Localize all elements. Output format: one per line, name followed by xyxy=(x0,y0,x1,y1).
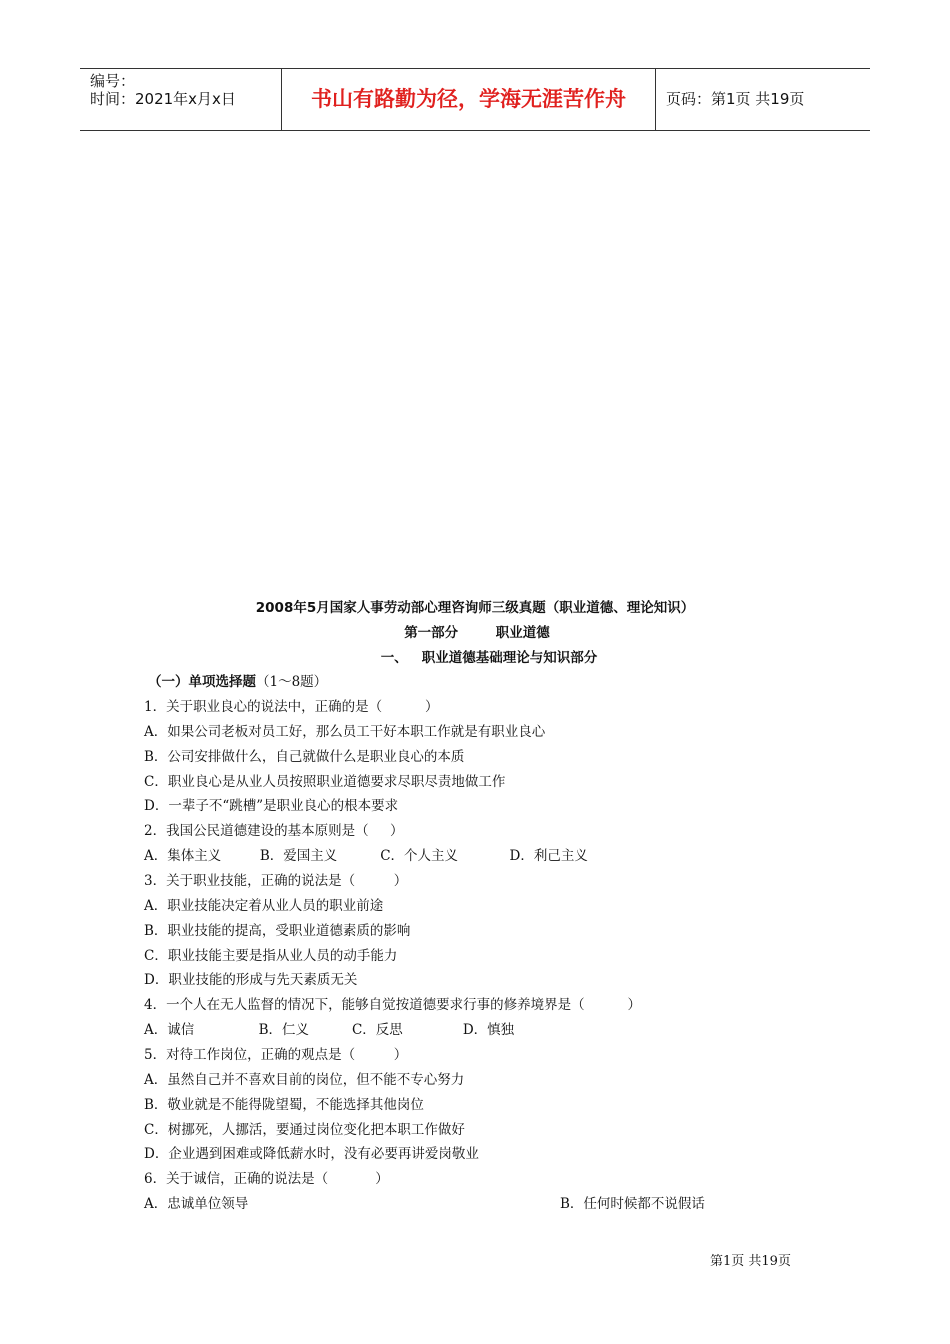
question-line: C．树挪死，人挪活，要通过岗位变化把本职工作做好 xyxy=(144,1122,465,1138)
question-line: A．虽然自己并不喜欢目前的岗位，但不能不专心努力 xyxy=(144,1072,465,1088)
header-divider xyxy=(655,69,656,130)
time-label: 时间：2021年x月x日 xyxy=(90,90,236,108)
option-b: B．任何时候都不说假话 xyxy=(560,1196,705,1212)
question-line: 2．我国公民道德建设的基本原则是（ ） xyxy=(144,823,404,839)
question-line: D．企业遇到困难或降低薪水时，没有必要再讲爱岗敬业 xyxy=(144,1146,479,1162)
header-page-label: 页码：第1页 共19页 xyxy=(666,90,805,108)
document-title: 2008年5月国家人事劳动部心理咨询师三级真题（职业道德、理论知识） xyxy=(255,600,695,616)
section-heading xyxy=(148,670,327,690)
header-meta xyxy=(90,72,236,108)
question-line: A．集体主义 B．爱国主义 C．个人主义 D．利己主义 xyxy=(144,848,588,864)
question-line: A．如果公司老板对员工好，那么员工干好本职工作就是有职业良心 xyxy=(144,724,546,740)
question-line: C．职业技能主要是指从业人员的动手能力 xyxy=(144,948,398,964)
chapter-heading: 一、 职业道德基础理论与知识部分 xyxy=(380,650,598,666)
document-header xyxy=(80,68,870,131)
question-line: B．职业技能的提高，受职业道德素质的影响 xyxy=(144,923,411,939)
part-heading: 第一部分 职业道德 xyxy=(404,625,550,641)
question-line: 3．关于职业技能，正确的说法是（ ） xyxy=(144,873,408,889)
option-a: A．忠诚单位领导 xyxy=(144,1196,249,1212)
question-line: A．职业技能决定着从业人员的职业前途 xyxy=(144,898,384,914)
question-line: A．诚信 B．仁义 C．反思 D．慎独 xyxy=(144,1022,515,1038)
number-label: 编号： xyxy=(90,72,136,90)
question-line: 5．对待工作岗位，正确的观点是（ ） xyxy=(144,1047,408,1063)
question-line: 4．一个人在无人监督的情况下，能够自觉按道德要求行事的修养境界是（ ） xyxy=(144,997,642,1013)
question-line: D．一辈子不“跳槽”是职业良心的根本要求 xyxy=(144,798,399,814)
question-line: C．职业良心是从业人员按照职业道德要求尽职尽责地做工作 xyxy=(144,774,506,790)
question-line: B．公司安排做什么，自己就做什么是职业良心的本质 xyxy=(144,749,465,765)
header-motto: 书山有路勤为径，学海无涯苦作舟 xyxy=(311,87,626,111)
question-line: 1．关于职业良心的说法中，正确的是（ ） xyxy=(144,699,439,715)
section-range: （1～8题） xyxy=(256,674,328,690)
section-title: （一）单项选择题 xyxy=(148,674,256,690)
question-line: 6．关于诚信，正确的说法是（ ） xyxy=(144,1171,389,1187)
question-line: D．职业技能的形成与先天素质无关 xyxy=(144,972,358,988)
question-line: B．敬业就是不能得陇望蜀，不能选择其他岗位 xyxy=(144,1097,424,1113)
page-footer: 第1页 共19页 xyxy=(710,1254,791,1269)
